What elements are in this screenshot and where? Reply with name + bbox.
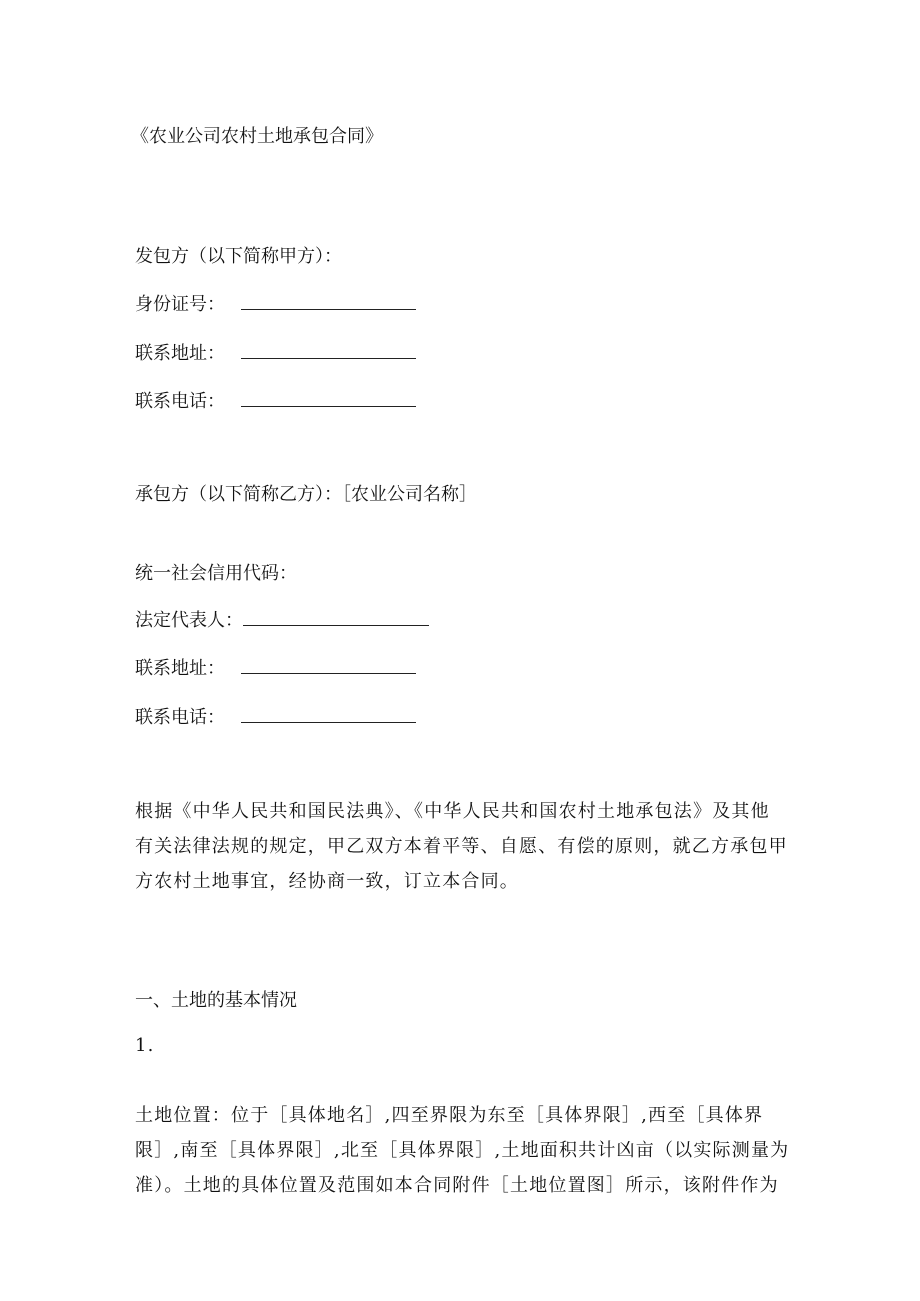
party-a-id-label: 身份证号： xyxy=(135,294,225,315)
party-b-credit-code-label: 统一社会信用代码： xyxy=(135,563,297,584)
party-a-phone-row xyxy=(135,389,416,415)
party-a-id-blank[interactable] xyxy=(241,292,416,310)
party-a-address-label: 联系地址： xyxy=(135,343,225,364)
party-a-address-blank[interactable] xyxy=(241,341,416,359)
party-b-address-row xyxy=(135,656,416,682)
party-b-address-label: 联系地址： xyxy=(135,658,225,679)
preamble-line: 根据《中华人民共和国民法典》、《中华人民共和国农村土地承包法》及其他 xyxy=(135,801,770,822)
item-1-line: 准）。土地的具体位置及范围如本合同附件［土地位置图］所示，该附件作为 xyxy=(135,1175,779,1196)
preamble-line: 有关法律法规的规定，甲乙双方本着平等、自愿、有偿的原则，就乙方承包甲 xyxy=(135,836,788,857)
party-a-id-row xyxy=(135,292,416,318)
party-b-heading: 承包方（以下简称乙方）：［农业公司名称］ xyxy=(135,484,477,505)
party-b-phone-row xyxy=(135,705,416,731)
section-1-item-1 xyxy=(135,1028,795,1203)
document-title: 《农业公司农村土地承包合同》 xyxy=(131,126,383,147)
party-a-phone-blank[interactable] xyxy=(241,389,416,407)
party-a-heading: 发包方（以下简称甲方）： xyxy=(135,246,342,267)
preamble-line: 方农村土地事宜，经协商一致，订立本合同。 xyxy=(135,871,519,892)
party-b-legal-rep-label: 法定代表人： xyxy=(135,610,243,631)
preamble-paragraph xyxy=(135,794,795,899)
party-b-legal-rep-row xyxy=(135,608,429,634)
party-b-phone-label: 联系电话： xyxy=(135,707,225,728)
item-number: 1. xyxy=(135,1035,155,1056)
section-1-heading: 一、土地的基本情况 xyxy=(135,990,297,1011)
party-b-address-blank[interactable] xyxy=(241,656,416,674)
party-b-legal-rep-blank[interactable] xyxy=(243,608,429,626)
party-b-phone-blank[interactable] xyxy=(241,705,416,723)
item-1-line xyxy=(135,1028,795,1133)
item-1-text: 土地位置：位于［具体地名］,四至界限为东至［具体界限］,西至［具体界 xyxy=(135,1105,764,1126)
party-a-address-row xyxy=(135,341,416,367)
party-a-phone-label: 联系电话： xyxy=(135,391,225,412)
item-1-line: 限］,南至［具体界限］,北至［具体界限］,土地面积共计凶亩（以实际测量为 xyxy=(135,1140,790,1161)
